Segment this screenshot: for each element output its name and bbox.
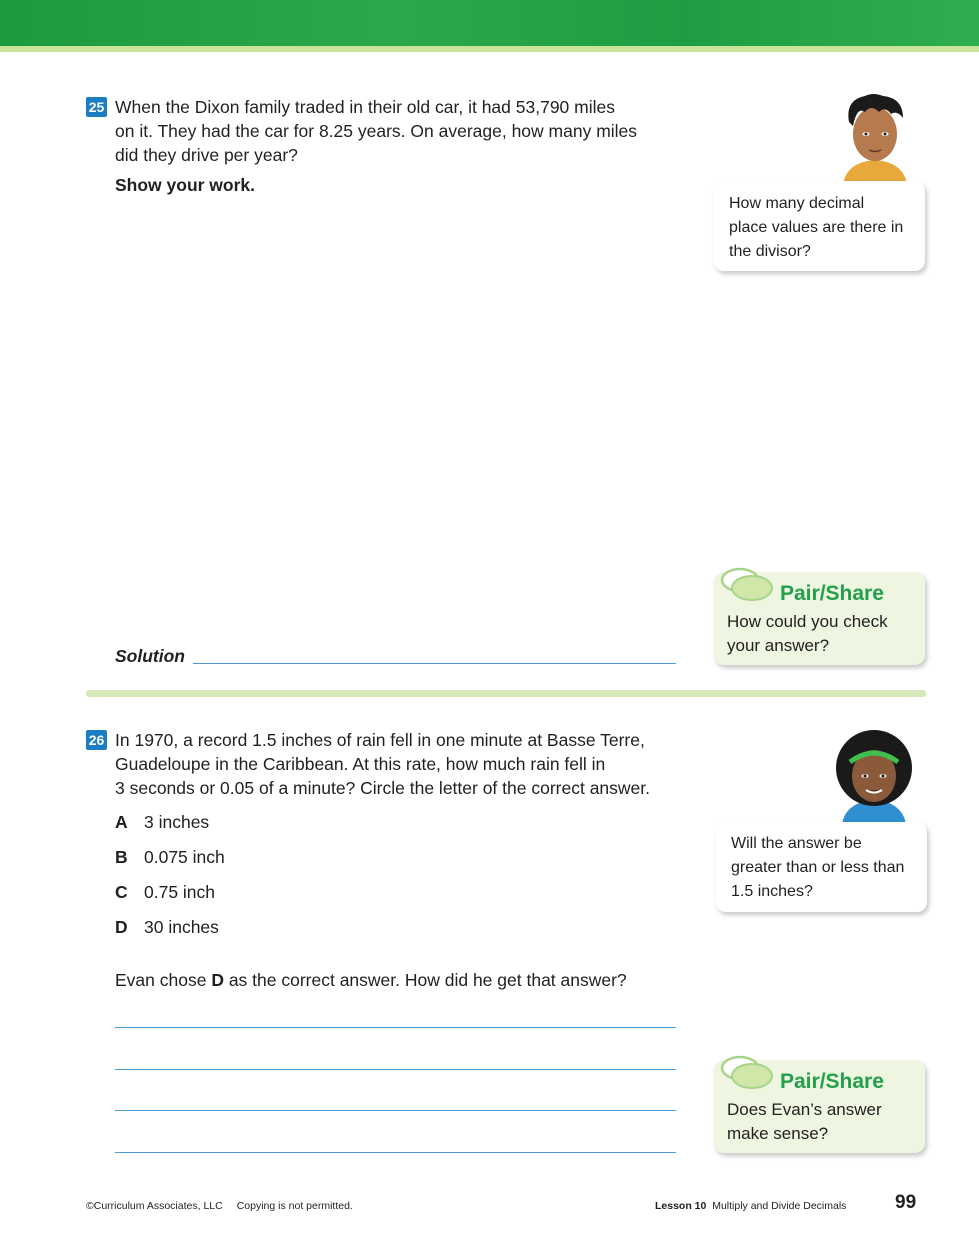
followup-bold: D: [211, 970, 224, 990]
choice-text: 0.75 inch: [144, 882, 216, 902]
speech-bubbles-icon: [718, 1054, 776, 1094]
header-band: [0, 0, 979, 46]
speech-bubbles-icon: [718, 566, 776, 606]
hint-bubble-tail: [790, 154, 830, 184]
question-26-text: [115, 728, 650, 800]
question-number-26: 26: [86, 730, 107, 750]
answer-line[interactable]: [115, 1027, 676, 1028]
page-number: 99: [895, 1192, 917, 1213]
girl-avatar-icon: [828, 728, 920, 824]
boy-avatar-icon: [835, 92, 915, 184]
choice-a[interactable]: [115, 812, 209, 833]
lesson-label: Lesson 10: [655, 1200, 707, 1212]
hint-line: place values are there in: [729, 219, 904, 236]
section-divider: [86, 690, 926, 697]
choice-d[interactable]: [115, 917, 219, 938]
pair-share-title: Pair/Share: [780, 1070, 884, 1093]
pair-share-text: [727, 610, 888, 658]
copyright-text: ©Curriculum Associates, LLC: [86, 1200, 223, 1212]
pair-share-box-25: [714, 572, 925, 665]
hint-line: the divisor?: [729, 243, 811, 260]
answer-line[interactable]: [115, 1110, 676, 1111]
pair-share-title: Pair/Share: [780, 582, 884, 605]
hint-line: greater than or less than: [731, 859, 905, 876]
question-25-line: did they drive per year?: [115, 145, 298, 165]
choice-b[interactable]: [115, 847, 225, 868]
solution-label: Solution: [115, 646, 185, 666]
pair-share-text: [727, 1098, 882, 1146]
hint-bubble-26: [716, 822, 927, 912]
solution-answer-line[interactable]: [193, 663, 676, 664]
hint-bubble-tail: [792, 795, 832, 825]
followup-question: [115, 968, 627, 992]
pair-share-line: your answer?: [727, 636, 830, 655]
question-25-text: [115, 95, 637, 167]
choice-letter: A: [115, 812, 128, 832]
followup-before: Evan chose: [115, 970, 212, 990]
choice-text: 30 inches: [144, 917, 219, 937]
hint-line: Will the answer be: [731, 835, 862, 852]
show-work-instruction: Show your work.: [115, 175, 256, 195]
question-26-line: In 1970, a record 1.5 inches of rain fell in one minute at Basse Terre,: [115, 730, 645, 750]
choice-c[interactable]: [115, 882, 215, 903]
footer-left: [86, 1200, 367, 1212]
pair-share-line: make sense?: [727, 1124, 829, 1143]
followup-after: as the correct answer. How did he get that answer?: [223, 970, 627, 990]
choice-letter: C: [115, 882, 128, 902]
hint-bubble-25: [714, 181, 925, 271]
question-25-line: When the Dixon family traded in their old car, it had 53,790 miles: [115, 97, 615, 117]
choice-letter: B: [115, 847, 128, 867]
hint-line: How many decimal: [729, 195, 865, 212]
choice-text: 3 inches: [144, 812, 210, 832]
choice-letter: D: [115, 917, 128, 937]
footer-lesson: [655, 1200, 846, 1212]
question-26-line: Guadeloupe in the Caribbean. At this rate, how much rain fell in: [115, 754, 606, 774]
answer-line[interactable]: [115, 1152, 676, 1153]
hint-line: 1.5 inches?: [731, 883, 813, 900]
question-number-25: 25: [86, 97, 107, 117]
choice-text: 0.075 inch: [144, 847, 225, 867]
copy-notice: Copying is not permitted.: [236, 1200, 353, 1212]
answer-line[interactable]: [115, 1069, 676, 1070]
pair-share-line: Does Evan’s answer: [727, 1100, 882, 1119]
question-25-line: on it. They had the car for 8.25 years. On average, how many miles: [115, 121, 638, 141]
header-stripe: [0, 46, 979, 52]
pair-share-box-26: [714, 1060, 925, 1153]
lesson-title: Multiply and Divide Decimals: [712, 1200, 847, 1212]
pair-share-line: How could you check: [727, 612, 888, 631]
question-26-line: 3 seconds or 0.05 of a minute? Circle the letter of the correct answer.: [115, 778, 650, 798]
